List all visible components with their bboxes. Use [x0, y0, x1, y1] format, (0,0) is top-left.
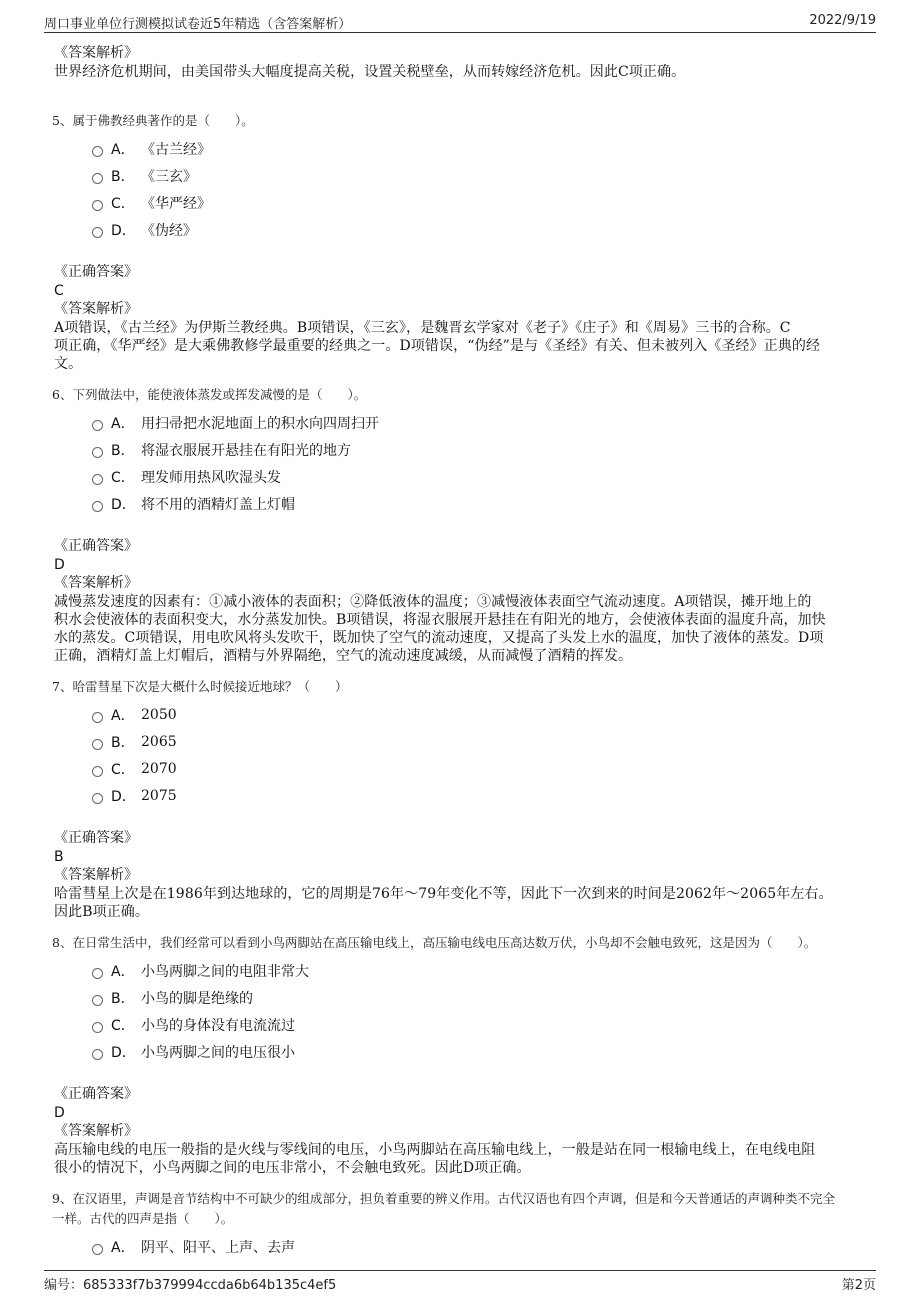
options-list: [92, 135, 872, 243]
option-text: 将湿衣服展开悬挂在有阳光的地方: [141, 442, 351, 459]
option-text: 《三玄》: [141, 168, 197, 185]
option-letter: C．: [111, 469, 135, 486]
radio-icon[interactable]: [92, 739, 103, 750]
analysis-line: 正确，酒精灯盖上灯帽后，酒精与外界隔绝，空气的流动速度减缓，从而减慢了酒精的挥发。: [54, 648, 633, 664]
analysis-label: 《答案解析》: [54, 1123, 138, 1139]
option-letter: B．: [111, 168, 135, 185]
radio-icon[interactable]: [92, 420, 103, 431]
question-text-line: 9、在汉语里，声调是音节结构中不可缺少的组成部分，担负着重要的辨义作用。古代汉语也有四个声调，但是和今天普通话的声调种类不完全: [52, 1191, 835, 1206]
option-text: 小鸟的身体没有电流流过: [141, 1017, 295, 1034]
question-8: [54, 933, 872, 1177]
radio-icon[interactable]: [92, 712, 103, 723]
option-b[interactable]: [92, 728, 872, 755]
page-header: [44, 10, 876, 33]
radio-icon[interactable]: [92, 501, 103, 512]
document-date: 2022/9/19: [809, 13, 876, 28]
correct-answer: B: [54, 849, 64, 865]
option-letter: A．: [111, 963, 135, 980]
correct-answer: D: [54, 1105, 65, 1121]
radio-icon[interactable]: [92, 766, 103, 777]
radio-icon[interactable]: [92, 200, 103, 211]
option-a[interactable]: [92, 135, 872, 162]
option-a[interactable]: [92, 1233, 872, 1260]
option-d[interactable]: [92, 216, 872, 243]
analysis-line: 项正确，《华严经》是大乘佛教修学最重要的经典之一。D项错误，“伪经”是与《圣经》有关、但未被列入《圣经》正典的经: [54, 338, 821, 354]
analysis-line: 文。: [54, 356, 83, 372]
option-text: 《古兰经》: [141, 141, 211, 158]
options-list: [92, 701, 872, 809]
option-letter: B．: [111, 990, 135, 1007]
radio-icon[interactable]: [92, 1049, 103, 1060]
option-c[interactable]: [92, 189, 872, 216]
option-d[interactable]: [92, 782, 872, 809]
option-text: 将不用的酒精灯盖上灯帽: [141, 496, 295, 513]
question-9: [54, 1189, 872, 1260]
radio-icon[interactable]: [92, 227, 103, 238]
radio-icon[interactable]: [92, 793, 103, 804]
radio-icon[interactable]: [92, 1022, 103, 1033]
option-c[interactable]: [92, 1011, 872, 1038]
option-letter: C．: [111, 1017, 135, 1034]
document-title: 周口事业单位行测模拟试卷近5年精选（含答案解析）: [44, 17, 352, 32]
question-text: 7、哈雷彗星下次是大概什么时候接近地球？（ ）: [52, 679, 348, 694]
document-code: 编号：685333f7b379994ccda6b64b135c4ef5: [44, 1278, 337, 1293]
option-letter: C．: [111, 195, 135, 212]
option-letter: B．: [111, 442, 135, 459]
analysis-line: 水的蒸发。C项错误，用电吹风将头发吹干，既加快了空气的流动速度，又提高了头发上水的温度，加快了液体的蒸发。D项: [54, 630, 824, 646]
radio-icon[interactable]: [92, 173, 103, 184]
option-text: 《伪经》: [141, 222, 197, 239]
option-c[interactable]: [92, 755, 872, 782]
option-text: 小鸟的脚是绝缘的: [141, 990, 253, 1007]
analysis-label: 《答案解析》: [54, 575, 138, 591]
option-letter: D．: [111, 222, 136, 239]
option-text: 用扫帚把水泥地面上的积水向四周扫开: [141, 415, 379, 432]
radio-icon[interactable]: [92, 1244, 103, 1255]
analysis-label: 《答案解析》: [54, 45, 138, 61]
option-letter: A．: [111, 707, 135, 724]
options-list: [92, 409, 872, 517]
answer-label: 《正确答案》: [54, 538, 138, 554]
question-text: 5、属于佛教经典著作的是（ ）。: [52, 113, 254, 128]
question-7: [54, 677, 872, 921]
analysis-line: 减慢蒸发速度的因素有：①减小液体的表面积；②降低液体的温度；③减慢液体表面空气流动速度。A项错误，摊开地上的: [54, 594, 812, 610]
page-number: 第2页: [841, 1278, 876, 1293]
radio-icon[interactable]: [92, 146, 103, 157]
correct-answer: D: [54, 557, 65, 573]
question-text: 8、在日常生活中，我们经常可以看到小鸟两脚站在高压输电线上，高压输电线电压高达数万伏，小鸟却不会触电致死，这是因为（ ）。: [52, 935, 817, 950]
option-text: 2050: [141, 706, 177, 723]
analysis-line: 积水会使液体的表面积变大，水分蒸发加快。B项错误，将湿衣服展开悬挂在有阳光的地方，会使液体表面的温度升高，加快: [54, 612, 826, 628]
option-letter: D．: [111, 1044, 136, 1061]
answer-label: 《正确答案》: [54, 830, 138, 846]
analysis-label: 《答案解析》: [54, 867, 138, 883]
page-footer: [44, 1270, 876, 1293]
option-a[interactable]: [92, 409, 872, 436]
option-text: 2075: [141, 787, 177, 804]
analysis-line: 因此B项正确。: [54, 904, 149, 920]
analysis-line: 很小的情况下，小鸟两脚之间的电压非常小，不会触电致死。因此D项正确。: [54, 1160, 531, 1176]
options-list: [92, 1233, 872, 1260]
radio-icon[interactable]: [92, 447, 103, 458]
option-text: 阴平、阳平、上声、去声: [141, 1239, 295, 1256]
question-text: 6、下列做法中，能使液体蒸发或挥发减慢的是（ ）。: [52, 387, 367, 402]
option-text: 小鸟两脚之间的电压很小: [141, 1044, 295, 1061]
option-text: 小鸟两脚之间的电阻非常大: [141, 963, 309, 980]
radio-icon[interactable]: [92, 474, 103, 485]
option-a[interactable]: [92, 957, 872, 984]
option-c[interactable]: [92, 463, 872, 490]
question-5: [54, 111, 872, 373]
option-letter: C．: [111, 761, 135, 778]
correct-answer: C: [54, 283, 64, 299]
option-letter: A．: [111, 1239, 135, 1256]
option-text: 2070: [141, 760, 177, 777]
question-text-line: 一样。古代的四声是指（ ）。: [52, 1211, 234, 1226]
radio-icon[interactable]: [92, 968, 103, 979]
answer-label: 《正确答案》: [54, 1086, 138, 1102]
option-letter: B．: [111, 734, 135, 751]
option-letter: D．: [111, 496, 136, 513]
radio-icon[interactable]: [92, 995, 103, 1006]
option-letter: D．: [111, 788, 136, 805]
analysis-label: 《答案解析》: [54, 301, 138, 317]
option-b[interactable]: [92, 162, 872, 189]
answer-label: 《正确答案》: [54, 264, 138, 280]
analysis-line: A项错误，《古兰经》为伊斯兰教经典。B项错误，《三玄》，是魏晋玄学家对《老子》《庄子》和《周易》三书的合称。C: [54, 320, 791, 336]
analysis-line: 哈雷彗星上次是在1986年到达地球的，它的周期是76年～79年变化不等，因此下一次到来的时间是2062年～2065年左右。: [54, 886, 833, 902]
analysis-line: 高压输电线的电压一般指的是火线与零线间的电压，小鸟两脚站在高压输电线上，一般是站在同一根输电线上，在电线电阻: [54, 1142, 816, 1158]
option-text: 理发师用热风吹湿头发: [141, 469, 281, 486]
option-text: 《华严经》: [141, 195, 211, 212]
options-list: [92, 957, 872, 1065]
option-d[interactable]: [92, 490, 872, 517]
option-b[interactable]: [92, 984, 872, 1011]
option-b[interactable]: [92, 436, 872, 463]
option-d[interactable]: [92, 1038, 872, 1065]
option-text: 2065: [141, 733, 177, 750]
analysis-text: 世界经济危机期间，由美国带头大幅度提高关税，设置关税壁垒，从而转嫁经济危机。因此C项正确。: [54, 64, 686, 80]
option-letter: A．: [111, 415, 135, 432]
option-a[interactable]: [92, 701, 872, 728]
page-content: [54, 44, 872, 1260]
question-6: [54, 385, 872, 665]
option-letter: A．: [111, 141, 135, 158]
